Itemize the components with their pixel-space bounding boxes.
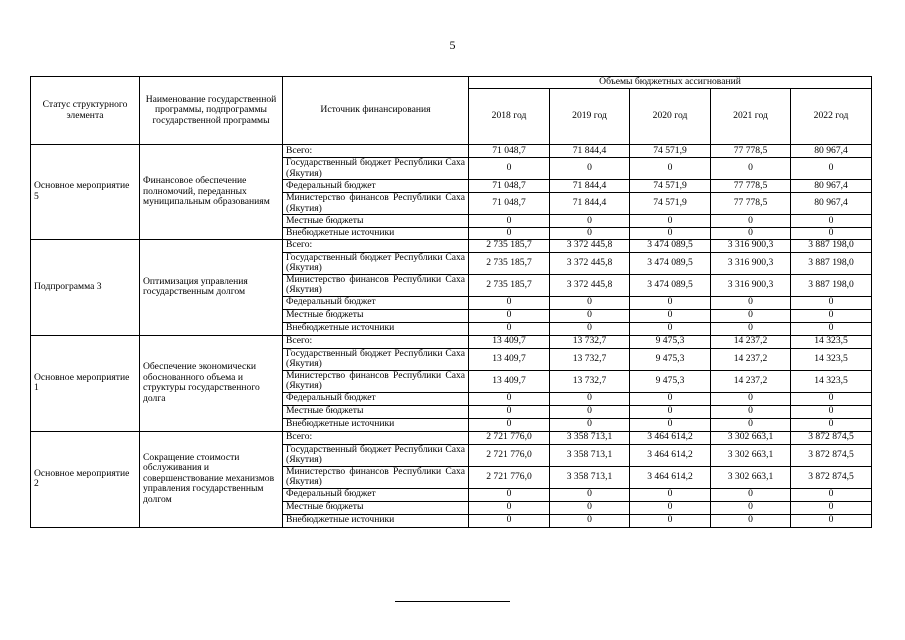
amount-cell: 9 475,3 xyxy=(630,348,711,370)
financing-source: Внебюджетные источники xyxy=(283,418,469,431)
amount-cell: 0 xyxy=(630,158,711,180)
amount-cell: 0 xyxy=(791,418,872,431)
amount-cell: 0 xyxy=(550,296,630,309)
amount-cell: 0 xyxy=(550,392,630,405)
amount-cell: 3 464 614,2 xyxy=(630,431,711,444)
amount-cell: 80 967,4 xyxy=(791,193,872,215)
amount-cell: 0 xyxy=(550,228,630,240)
financing-source: Местные бюджеты xyxy=(283,215,469,228)
header-year: 2018 год xyxy=(469,89,550,145)
financing-source: Внебюджетные источники xyxy=(283,228,469,240)
amount-cell: 77 778,5 xyxy=(711,180,791,193)
amount-cell: 0 xyxy=(630,501,711,514)
amount-cell: 2 735 185,7 xyxy=(469,252,550,274)
amount-cell: 0 xyxy=(630,228,711,240)
amount-cell: 14 323,5 xyxy=(791,370,872,392)
header-status: Статус структурного элемента xyxy=(31,77,140,145)
amount-cell: 0 xyxy=(469,488,550,501)
amount-cell: 3 872 874,5 xyxy=(791,444,872,466)
amount-cell: 0 xyxy=(469,309,550,322)
amount-cell: 0 xyxy=(791,228,872,240)
element-status: Подпрограмма 3 xyxy=(31,239,140,335)
financing-source: Федеральный бюджет xyxy=(283,488,469,501)
amount-cell: 0 xyxy=(630,309,711,322)
amount-cell: 2 735 185,7 xyxy=(469,239,550,252)
financing-source: Министерство финансов Республики Саха (Якутия) xyxy=(283,274,469,296)
amount-cell: 3 372 445,8 xyxy=(550,239,630,252)
amount-cell: 0 xyxy=(791,392,872,405)
amount-cell: 14 237,2 xyxy=(711,348,791,370)
amount-cell: 0 xyxy=(791,158,872,180)
amount-cell: 14 323,5 xyxy=(791,335,872,348)
amount-cell: 0 xyxy=(711,488,791,501)
element-status: Основное мероприятие 5 xyxy=(31,145,140,240)
amount-cell: 74 571,9 xyxy=(630,145,711,158)
amount-cell: 71 844,4 xyxy=(550,180,630,193)
amount-cell: 71 048,7 xyxy=(469,180,550,193)
financing-source: Внебюджетные источники xyxy=(283,514,469,527)
amount-cell: 0 xyxy=(630,322,711,335)
amount-cell: 0 xyxy=(469,228,550,240)
amount-cell: 0 xyxy=(711,418,791,431)
amount-cell: 0 xyxy=(630,215,711,228)
amount-cell: 14 237,2 xyxy=(711,335,791,348)
amount-cell: 3 464 614,2 xyxy=(630,444,711,466)
program-name: Обеспечение экономически обоснованного объема и структуры государственного долга xyxy=(140,335,283,431)
amount-cell: 77 778,5 xyxy=(711,145,791,158)
amount-cell: 0 xyxy=(711,405,791,418)
amount-cell: 3 358 713,1 xyxy=(550,431,630,444)
program-name: Финансовое обеспечение полномочий, переданных муниципальным образованиям xyxy=(140,145,283,240)
amount-cell: 0 xyxy=(550,501,630,514)
financing-source: Местные бюджеты xyxy=(283,309,469,322)
amount-cell: 71 048,7 xyxy=(469,145,550,158)
amount-cell: 0 xyxy=(550,309,630,322)
financing-source: Местные бюджеты xyxy=(283,501,469,514)
program-name: Оптимизация управления государственным долгом xyxy=(140,239,283,335)
amount-cell: 0 xyxy=(469,322,550,335)
table-row xyxy=(31,431,872,444)
amount-cell: 14 237,2 xyxy=(711,370,791,392)
amount-cell: 0 xyxy=(550,405,630,418)
amount-cell: 0 xyxy=(711,215,791,228)
amount-cell: 0 xyxy=(711,322,791,335)
header-year: 2019 год xyxy=(550,89,630,145)
amount-cell: 13 732,7 xyxy=(550,348,630,370)
financing-source: Всего: xyxy=(283,145,469,158)
amount-cell: 3 474 089,5 xyxy=(630,239,711,252)
header-year: 2021 год xyxy=(711,89,791,145)
amount-cell: 80 967,4 xyxy=(791,145,872,158)
amount-cell: 0 xyxy=(550,418,630,431)
amount-cell: 13 409,7 xyxy=(469,335,550,348)
amount-cell: 0 xyxy=(630,488,711,501)
amount-cell: 0 xyxy=(630,296,711,309)
amount-cell: 0 xyxy=(791,501,872,514)
financing-source: Министерство финансов Республики Саха (Якутия) xyxy=(283,193,469,215)
financing-source: Государственный бюджет Республики Саха (Якутия) xyxy=(283,158,469,180)
amount-cell: 74 571,9 xyxy=(630,180,711,193)
amount-cell: 9 475,3 xyxy=(630,370,711,392)
header-financing-source: Источник финансирования xyxy=(283,77,469,145)
amount-cell: 0 xyxy=(630,514,711,527)
amount-cell: 0 xyxy=(469,158,550,180)
element-status: Основное мероприятие 2 xyxy=(31,431,140,527)
amount-cell: 3 872 874,5 xyxy=(791,466,872,488)
amount-cell: 0 xyxy=(791,296,872,309)
amount-cell: 0 xyxy=(469,296,550,309)
amount-cell: 0 xyxy=(550,158,630,180)
amount-cell: 0 xyxy=(791,405,872,418)
amount-cell: 0 xyxy=(550,322,630,335)
amount-cell: 3 358 713,1 xyxy=(550,444,630,466)
amount-cell: 71 844,4 xyxy=(550,193,630,215)
amount-cell: 77 778,5 xyxy=(711,193,791,215)
amount-cell: 0 xyxy=(791,322,872,335)
amount-cell: 2 721 776,0 xyxy=(469,466,550,488)
financing-source: Всего: xyxy=(283,431,469,444)
amount-cell: 0 xyxy=(791,309,872,322)
amount-cell: 2 721 776,0 xyxy=(469,431,550,444)
amount-cell: 0 xyxy=(711,158,791,180)
footer-divider xyxy=(395,601,510,602)
page-number: 5 xyxy=(449,38,456,52)
amount-cell: 0 xyxy=(469,501,550,514)
amount-cell: 2 735 185,7 xyxy=(469,274,550,296)
amount-cell: 0 xyxy=(469,514,550,527)
amount-cell: 13 732,7 xyxy=(550,370,630,392)
amount-cell: 0 xyxy=(469,392,550,405)
financing-source: Государственный бюджет Республики Саха (Якутия) xyxy=(283,252,469,274)
amount-cell: 3 872 874,5 xyxy=(791,431,872,444)
amount-cell: 0 xyxy=(711,501,791,514)
amount-cell: 3 372 445,8 xyxy=(550,274,630,296)
amount-cell: 3 302 663,1 xyxy=(711,444,791,466)
amount-cell: 3 358 713,1 xyxy=(550,466,630,488)
amount-cell: 3 372 445,8 xyxy=(550,252,630,274)
table-row xyxy=(31,145,872,158)
financing-source: Местные бюджеты xyxy=(283,405,469,418)
table-row xyxy=(31,239,872,252)
amount-cell: 0 xyxy=(550,488,630,501)
header-program-name: Наименование государственной программы, подпрограммы государственной программы xyxy=(140,77,283,145)
amount-cell: 0 xyxy=(711,514,791,527)
header-budget-volumes: Объемы бюджетных ассигнований xyxy=(469,77,872,89)
amount-cell: 71 844,4 xyxy=(550,145,630,158)
amount-cell: 74 571,9 xyxy=(630,193,711,215)
table-row xyxy=(31,335,872,348)
amount-cell: 3 887 198,0 xyxy=(791,252,872,274)
amount-cell: 71 048,7 xyxy=(469,193,550,215)
financing-source: Федеральный бюджет xyxy=(283,296,469,309)
amount-cell: 0 xyxy=(711,228,791,240)
financing-source: Федеральный бюджет xyxy=(283,180,469,193)
financing-source: Государственный бюджет Республики Саха (Якутия) xyxy=(283,444,469,466)
financing-source: Министерство финансов Республики Саха (Якутия) xyxy=(283,466,469,488)
amount-cell: 0 xyxy=(791,215,872,228)
amount-cell: 2 721 776,0 xyxy=(469,444,550,466)
amount-cell: 0 xyxy=(791,514,872,527)
amount-cell: 0 xyxy=(791,488,872,501)
amount-cell: 0 xyxy=(711,392,791,405)
program-name: Сокращение стоимости обслуживания и совершенствование механизмов управления государственным долгом xyxy=(140,431,283,527)
amount-cell: 13 732,7 xyxy=(550,335,630,348)
amount-cell: 0 xyxy=(469,405,550,418)
amount-cell: 0 xyxy=(711,309,791,322)
amount-cell: 0 xyxy=(630,418,711,431)
amount-cell: 0 xyxy=(469,418,550,431)
financing-source: Федеральный бюджет xyxy=(283,392,469,405)
amount-cell: 0 xyxy=(550,514,630,527)
amount-cell: 3 887 198,0 xyxy=(791,239,872,252)
budget-table xyxy=(30,76,872,528)
amount-cell: 3 316 900,3 xyxy=(711,239,791,252)
amount-cell: 3 316 900,3 xyxy=(711,274,791,296)
amount-cell: 3 464 614,2 xyxy=(630,466,711,488)
amount-cell: 3 302 663,1 xyxy=(711,431,791,444)
financing-source: Внебюджетные источники xyxy=(283,322,469,335)
amount-cell: 13 409,7 xyxy=(469,348,550,370)
financing-source: Государственный бюджет Республики Саха (Якутия) xyxy=(283,348,469,370)
amount-cell: 13 409,7 xyxy=(469,370,550,392)
financing-source: Всего: xyxy=(283,335,469,348)
amount-cell: 0 xyxy=(469,215,550,228)
amount-cell: 0 xyxy=(550,215,630,228)
amount-cell: 9 475,3 xyxy=(630,335,711,348)
amount-cell: 3 887 198,0 xyxy=(791,274,872,296)
header-year: 2020 год xyxy=(630,89,711,145)
amount-cell: 3 316 900,3 xyxy=(711,252,791,274)
amount-cell: 3 474 089,5 xyxy=(630,252,711,274)
amount-cell: 80 967,4 xyxy=(791,180,872,193)
amount-cell: 0 xyxy=(630,405,711,418)
amount-cell: 3 474 089,5 xyxy=(630,274,711,296)
amount-cell: 14 323,5 xyxy=(791,348,872,370)
element-status: Основное мероприятие 1 xyxy=(31,335,140,431)
amount-cell: 3 302 663,1 xyxy=(711,466,791,488)
amount-cell: 0 xyxy=(711,296,791,309)
header-year: 2022 год xyxy=(791,89,872,145)
financing-source: Министерство финансов Республики Саха (Якутия) xyxy=(283,370,469,392)
amount-cell: 0 xyxy=(630,392,711,405)
financing-source: Всего: xyxy=(283,239,469,252)
